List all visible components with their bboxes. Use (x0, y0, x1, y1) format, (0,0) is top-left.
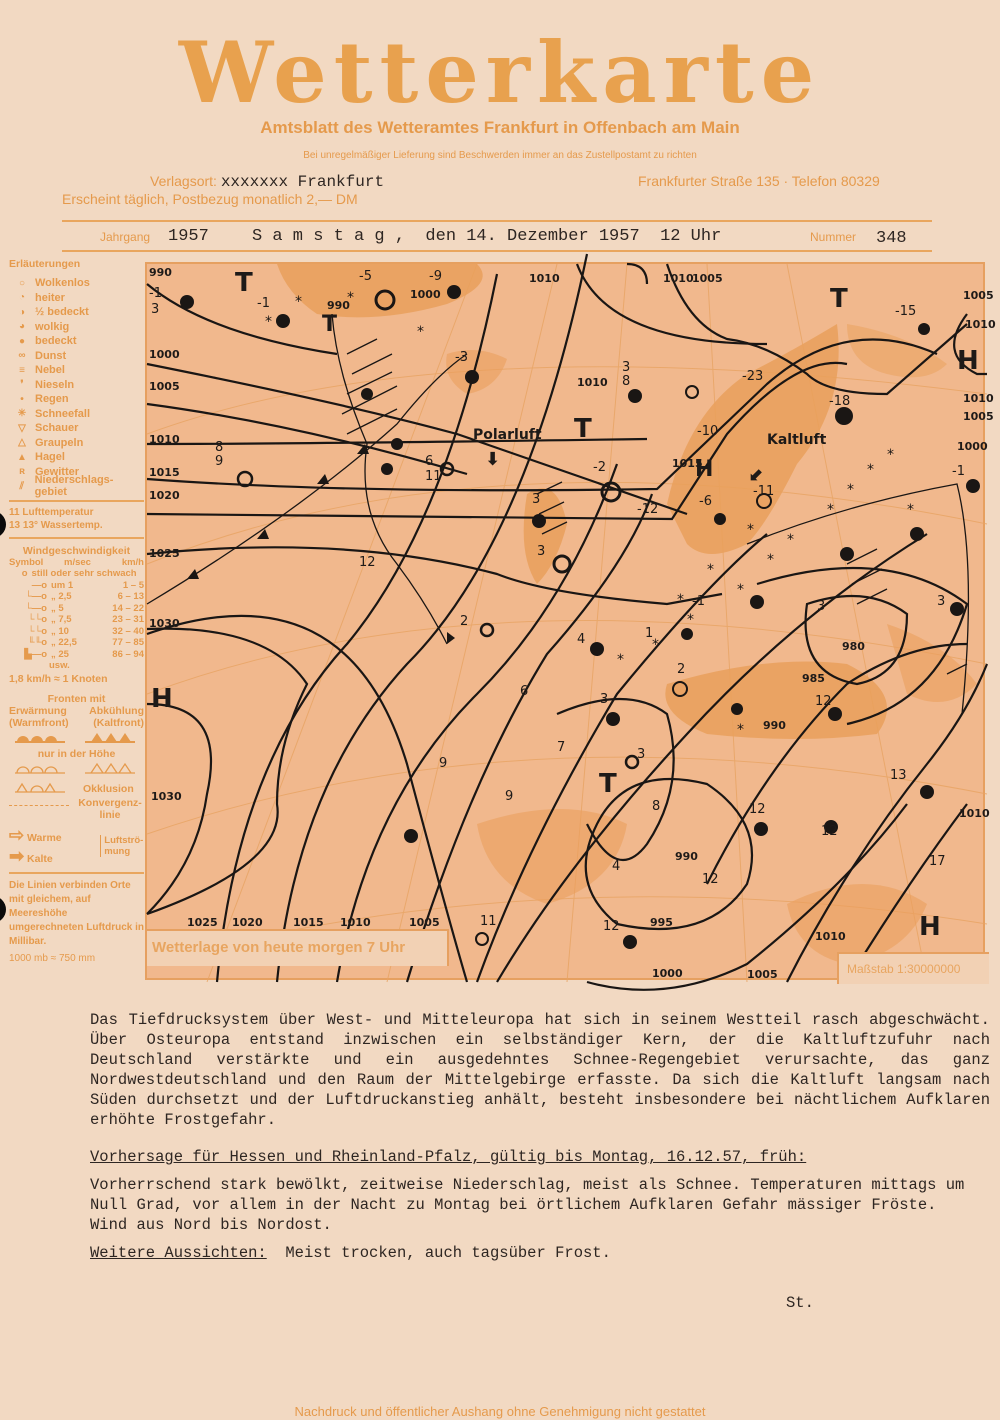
air-mass-polarluft: Polarluft (473, 427, 542, 443)
station-value: -1 (692, 594, 705, 609)
station-value: -23 (742, 369, 764, 384)
isobar-note: Die Linien verbinden Orte mit gleichem, auf Meereshöhe umgerechneten Luftdruck in Millibar. (9, 880, 145, 947)
isobar-label: 1005 (149, 380, 180, 393)
legend-item (9, 349, 144, 364)
station-value: 12 (359, 555, 376, 570)
jahrgang-value: 1957 (168, 227, 209, 246)
forecast-text: Vorherrschend stark bewölkt, zeitweise Niederschlag, meist als Schnee. Temperaturen mittags um Null Grad, vor allem in der Nacht zu Montag bei örtlichem Aufklaren Gefahr mässiger Fröste. Wind aus Nord bis Nordost. (90, 1176, 965, 1234)
isobar-label: 990 (327, 299, 350, 312)
svg-text:*: * (827, 502, 834, 518)
wind-symbol-icon: ▙—o (24, 648, 47, 660)
outlook-text: Meist trocken, auch tagsüber Frost. (285, 1244, 611, 1262)
station-value: -12 (637, 502, 659, 517)
legend-symbol-icon: ◔ (18, 292, 26, 304)
wind-kmh: 1 – 5 (122, 579, 144, 591)
wind-kmh: 77 – 85 (112, 637, 144, 648)
station-value: 12 (702, 872, 719, 887)
station-value: 17 (929, 854, 946, 869)
wind-ms: „ 25 (51, 648, 69, 660)
station-value: 4 (612, 859, 621, 874)
isobar-label: 990 (763, 719, 786, 732)
masthead-subtitle: Amtsblatt des Wetteramtes Frankfurt in Offenbach am Main (260, 118, 740, 137)
isobar-label: 1005 (409, 916, 440, 929)
legend-item-label: Gewitter (35, 465, 80, 478)
address: Frankfurter Straße 135 · Telefon 80329 (638, 173, 880, 189)
legend-item (9, 474, 144, 499)
nummer-label: Nummer (810, 230, 857, 244)
station-value: -1 (952, 464, 965, 479)
legend-item (9, 378, 144, 393)
station-value: 12 (821, 824, 838, 839)
legend (9, 258, 144, 964)
legend-symbols (9, 276, 144, 499)
legend-item (9, 276, 144, 291)
isobar-label: 990 (149, 266, 172, 279)
legend-item-label: ½ bedeckt (35, 306, 89, 319)
legend-item (9, 305, 144, 320)
fronts-cold: Abkühlung (89, 705, 144, 717)
wind-row (9, 591, 144, 603)
wind-col-symbol: Symbol (9, 556, 44, 568)
convergence-line-symbol (9, 797, 69, 806)
station-value: 8 (215, 440, 224, 455)
wind-ms: „ 22,5 (51, 637, 77, 648)
svg-text:*: * (867, 462, 874, 478)
occlusion-label: Okklusion (83, 783, 134, 795)
legend-symbol-icon: ◑ (18, 306, 26, 318)
station-value: -18 (829, 394, 851, 409)
wind-kmh: 86 – 94 (112, 648, 144, 660)
wind-col-ms: m/sec (64, 556, 91, 568)
station-value: 3 (537, 544, 546, 559)
legend-water-temp: 13 13° Wassertemp. (9, 519, 103, 531)
isobar-label: 1000 (652, 967, 683, 980)
wind-kmh: 23 – 31 (112, 614, 144, 625)
isobar-label: 1010 (965, 318, 996, 331)
convergence-label: Konvergenz-linie (78, 797, 142, 821)
low-pressure-marker: T (830, 284, 848, 314)
station-value: -6 (699, 494, 712, 509)
legend-item-label: Hagel (35, 451, 65, 464)
wind-etc: usw. (49, 660, 70, 671)
legend-item-label: Nebel (35, 364, 65, 377)
station-value: -2 (593, 460, 606, 475)
wind-kmh: 32 – 40 (112, 625, 144, 637)
station-value: 11 (425, 469, 442, 484)
legend-item-label: bedeckt (35, 335, 77, 348)
station-value: 8 (652, 799, 661, 814)
legend-symbol-icon: ❜ (20, 379, 24, 391)
high-pressure-marker: H (919, 912, 941, 942)
weather-map (145, 262, 996, 981)
svg-text:*: * (707, 562, 714, 578)
isobar-label: 1010 (529, 272, 560, 285)
svg-text:*: * (787, 532, 794, 548)
svg-text:*: * (347, 290, 354, 306)
isobar-label: 1005 (747, 968, 778, 981)
low-pressure-marker: T (574, 414, 592, 444)
wind-ms: um 1 (51, 579, 74, 591)
legend-air-temp: 11 Lufttemperatur (9, 506, 94, 518)
high-pressure-marker: H (151, 684, 173, 714)
wind-row (9, 626, 144, 638)
svg-text:*: * (767, 552, 774, 568)
signature: St. (786, 1294, 814, 1312)
station-value: -9 (429, 269, 442, 284)
forecast-heading: Vorhersage für Hessen und Rheinland-Pfalz, gültig bis Montag, 16.12.57, früh: (90, 1148, 807, 1166)
legend-item-label: heiter (35, 291, 65, 304)
isobar-label: 1010 (577, 376, 608, 389)
legend-symbol-icon: ≡ (19, 364, 25, 376)
header-rule-top (62, 220, 932, 222)
station-value: 11 (480, 914, 497, 929)
station-value: 2 (677, 662, 686, 677)
svg-text:*: * (887, 447, 894, 463)
legend-item-label: Regen (35, 393, 69, 406)
legend-heading: Erläuterungen (9, 258, 81, 270)
isobar-label: 1000 (957, 440, 988, 453)
svg-text:*: * (295, 294, 302, 310)
isobar-label: 1000 (149, 348, 180, 361)
station-value: 3 (637, 747, 646, 762)
svg-text:*: * (687, 612, 694, 628)
station-value: 3 (600, 692, 609, 707)
station-value: 3 (622, 360, 631, 375)
station-value: 3 (937, 594, 946, 609)
legend-item-label: Nieseln (35, 378, 75, 391)
wind-kmh (125, 568, 144, 580)
isobar-label: 1010 (663, 272, 694, 285)
isobar-label: 985 (802, 672, 825, 685)
weather-report (90, 1010, 990, 1313)
station-value: 6 (520, 684, 529, 699)
svg-text:*: * (265, 314, 272, 330)
station-value: -10 (697, 424, 719, 439)
isobar-label: 1005 (963, 289, 994, 302)
isobar-label: 1030 (149, 617, 180, 630)
high-pressure-marker: H (957, 346, 979, 376)
wind-row (9, 580, 144, 592)
svg-text:*: * (652, 637, 659, 653)
isobar-label: 1010 (815, 930, 846, 943)
front-symbols-surface (9, 729, 144, 745)
verlagsort-value: xxxxxxx Frankfurt (220, 173, 385, 191)
legend-item (9, 450, 144, 465)
wind-row (9, 637, 144, 649)
station-value: 3 (151, 302, 160, 317)
low-pressure-marker: T (599, 769, 617, 799)
legend-item-label: Niederschlags-gebiet (34, 474, 114, 499)
fronts-types (9, 717, 144, 729)
punch-hole (0, 511, 6, 538)
svg-text:*: * (677, 592, 684, 608)
isobar-label: 1015 (293, 916, 324, 929)
header-rule-bottom (62, 250, 932, 252)
isobar-label: 1020 (232, 916, 263, 929)
legend-symbol-icon: ✳ (17, 408, 27, 420)
air-mass-kaltluft: Kaltluft (767, 432, 827, 448)
isobar-label: 1010 (149, 433, 180, 446)
station-value: -1 (149, 286, 162, 301)
wind-kmh: 14 – 22 (112, 602, 144, 614)
wind-symbol-icon: └—o (24, 591, 47, 602)
legend-symbol-icon: △ (18, 437, 26, 449)
isobar-label: 995 (650, 916, 673, 929)
legend-symbol-icon: ▲ (17, 451, 27, 463)
legend-symbol-icon: ● (18, 335, 26, 347)
station-value: 3 (817, 599, 826, 614)
low-pressure-marker: T (235, 268, 253, 298)
legend-symbol-icon: ○ (18, 277, 26, 289)
wind-symbol-icon: └└o (27, 625, 47, 637)
outlook-heading: Weitere Aussichten: (90, 1244, 267, 1262)
mb-mm-conversion: 1000 mb ≈ 750 mm (9, 953, 96, 964)
wind-ms: „ 5 (51, 602, 64, 614)
synoptic-summary: Das Tiefdrucksystem über West- und Mitteleuropa hat sich in seinem Westteil rasch abgeschwächt. Über Osteuropa entstand inzwischen ein selbständiger Kern, der die Kaltluftzufuhr nach Deutschland verstärkte und ein ausgedehntes Schnee-Regengebiet verursachte, das ganz Nordwestdeutschland und den Raum der Mittelgebirge erfasste. Da sich die Kaltluft langsam nach Süden durchsetzt und der Luftdruckanstieg anhält, besteht insbesondere bei nächtlichem Aufklaren erhöhte Frostgefahr. (90, 1011, 990, 1129)
subscription: Erscheint täglich, Postbezug monatlich 2,— DM (62, 191, 358, 207)
issue-date: S a m s t a g , den 14. Dezember 1957 12 Uhr (252, 227, 722, 246)
map-caption: Wetterlage von heute morgen 7 Uhr (152, 939, 406, 956)
fronts-heading: Fronten mit (47, 693, 106, 705)
legend-item-label: Schneefall (35, 407, 91, 420)
wind-row (9, 568, 144, 580)
station-value: 4 (577, 632, 586, 647)
isobar-label: 1005 (963, 410, 994, 423)
station-value: 3 (532, 492, 541, 507)
low-pressure-marker: T (322, 312, 338, 337)
legend-item-label: Schauer (35, 422, 79, 435)
isobar-label: 1015 (149, 466, 180, 479)
legend-item (9, 291, 144, 306)
wind-kmh: 6 – 13 (117, 591, 144, 602)
legend-item (9, 407, 144, 422)
legend-item (9, 363, 144, 378)
station-value: 12 (749, 802, 766, 817)
station-value: 9 (439, 756, 448, 771)
station-value: 6 (425, 454, 434, 469)
isobar-label: 980 (842, 640, 865, 653)
legend-symbol-icon: ʀ (19, 466, 25, 478)
map-scale: Maßstab 1:30000000 (847, 962, 961, 976)
isobar-label: 1010 (959, 807, 990, 820)
station-value: 8 (622, 374, 631, 389)
legend-temperature (9, 506, 144, 532)
legend-symbol-icon: ◕ (18, 321, 26, 333)
legend-symbol-icon: ⫽ (19, 480, 25, 492)
svg-text:*: * (617, 652, 624, 668)
legend-item (9, 320, 144, 335)
isobar-label: 1025 (149, 547, 180, 560)
wind-ms: „ 7,5 (51, 614, 72, 625)
wind-symbol-icon: └└o (27, 614, 47, 625)
verlagsort (150, 173, 384, 191)
fronts-cols (9, 705, 144, 717)
wind-symbol-icon: o (21, 568, 28, 579)
occlusion-row (9, 779, 144, 795)
isobar-label: 1010 (340, 916, 371, 929)
wind-row (9, 614, 144, 626)
verlagsort-label: Verlagsort: (150, 173, 217, 189)
legend-item (9, 334, 144, 349)
legend-symbol-icon: ▽ (18, 422, 26, 434)
legend-symbol-icon: • (20, 393, 24, 405)
station-value: 9 (215, 454, 224, 469)
knot-conversion: 1,8 km/h ≈ 1 Knoten (9, 673, 108, 685)
flow-warm-label: Warme (27, 832, 62, 844)
upper-only: nur in der Höhe (37, 748, 116, 760)
wind-symbol-icon: —o (31, 579, 47, 591)
legend-item-label: Wolkenlos (35, 277, 90, 290)
nummer-value: 348 (876, 229, 907, 248)
front-type-cold: (Kaltfront) (93, 717, 144, 729)
isobar-label: 1020 (149, 489, 180, 502)
legend-item (9, 421, 144, 436)
wind-row (9, 603, 144, 615)
svg-text:*: * (417, 324, 424, 340)
legend-item-label: wolkig (35, 320, 70, 333)
legend-item (9, 392, 144, 407)
station-value: 12 (815, 694, 832, 709)
cold-air-arrow-icon: ⬋ (749, 464, 765, 485)
flow-label: Luftströ-mung (100, 835, 144, 857)
legend-symbol-icon: ∞ (18, 350, 26, 362)
high-pressure-marker: H (695, 457, 714, 482)
station-value: 1 (645, 626, 654, 641)
station-value: -1 (257, 296, 270, 311)
occlusion-symbol (9, 779, 71, 795)
polar-air-arrow-icon: ⬇ (485, 449, 501, 470)
wind-ms: „ 10 (51, 625, 69, 637)
station-value: 13 (890, 768, 907, 783)
station-value: -5 (359, 269, 372, 284)
station-value: -15 (895, 304, 917, 319)
station-value: 2 (460, 614, 469, 629)
legend-item (9, 436, 144, 451)
punch-hole (0, 896, 6, 923)
legend-item-label: Graupeln (35, 436, 84, 449)
wind-symbol-icon: └—o (24, 602, 47, 614)
wind-symbol-icon: ╙╙o (27, 637, 47, 648)
isobar-label: 1005 (692, 272, 723, 285)
wind-ms: „ 2,5 (51, 591, 72, 602)
svg-text:*: * (737, 582, 744, 598)
isobar-label: 990 (675, 850, 698, 863)
wind-table (9, 568, 144, 660)
station-value: 7 (557, 740, 566, 755)
isobar-label: 1025 (187, 916, 218, 929)
delivery-notice: Bei unregelmäßiger Lieferung sind Beschwerden immer an das Zustellpostamt zu richten (303, 150, 697, 161)
wind-ms: still oder sehr schwach (31, 568, 137, 579)
station-value: 9 (505, 789, 514, 804)
flow-cold-label: Kalte (27, 853, 53, 865)
svg-text:*: * (737, 722, 744, 738)
warm-arrow-icon: ⇨ (9, 825, 25, 845)
legend-item-label: Dunst (35, 349, 67, 362)
map-caption-box (147, 929, 449, 966)
map-scale-box (837, 952, 989, 984)
isobar-label: 1000 (410, 288, 441, 301)
isobar-label: 1015 (672, 457, 703, 470)
isobar-label: 1010 (963, 392, 994, 405)
air-flow-legend (9, 825, 144, 867)
issue-line (100, 227, 930, 249)
svg-text:*: * (747, 522, 754, 538)
station-value: -11 (753, 484, 775, 499)
station-value: 12 (603, 919, 620, 934)
fronts-warm: Erwärmung (9, 705, 67, 717)
isobar-label: 1030 (151, 790, 182, 803)
convergence-row (9, 797, 144, 821)
jahrgang-label: Jahrgang (100, 230, 151, 244)
wind-columns (9, 557, 144, 569)
front-symbols-upper (9, 760, 144, 776)
front-type-warm: (Warmfront) (9, 717, 69, 729)
wind-heading: Windgeschwindigkeit (22, 544, 131, 557)
svg-text:*: * (907, 502, 914, 518)
reprint-notice: Nachdruck und öffentlicher Aushang ohne Genehmigung nicht gestattet (294, 1404, 706, 1419)
svg-text:*: * (847, 482, 854, 498)
cold-arrow-icon: ➡ (9, 846, 25, 866)
map-graphics (147, 264, 987, 982)
wind-col-kmh: km/h (121, 556, 144, 568)
masthead-title: Wetterkarte (178, 23, 822, 122)
station-value: -3 (455, 350, 468, 365)
wind-row (9, 649, 144, 661)
